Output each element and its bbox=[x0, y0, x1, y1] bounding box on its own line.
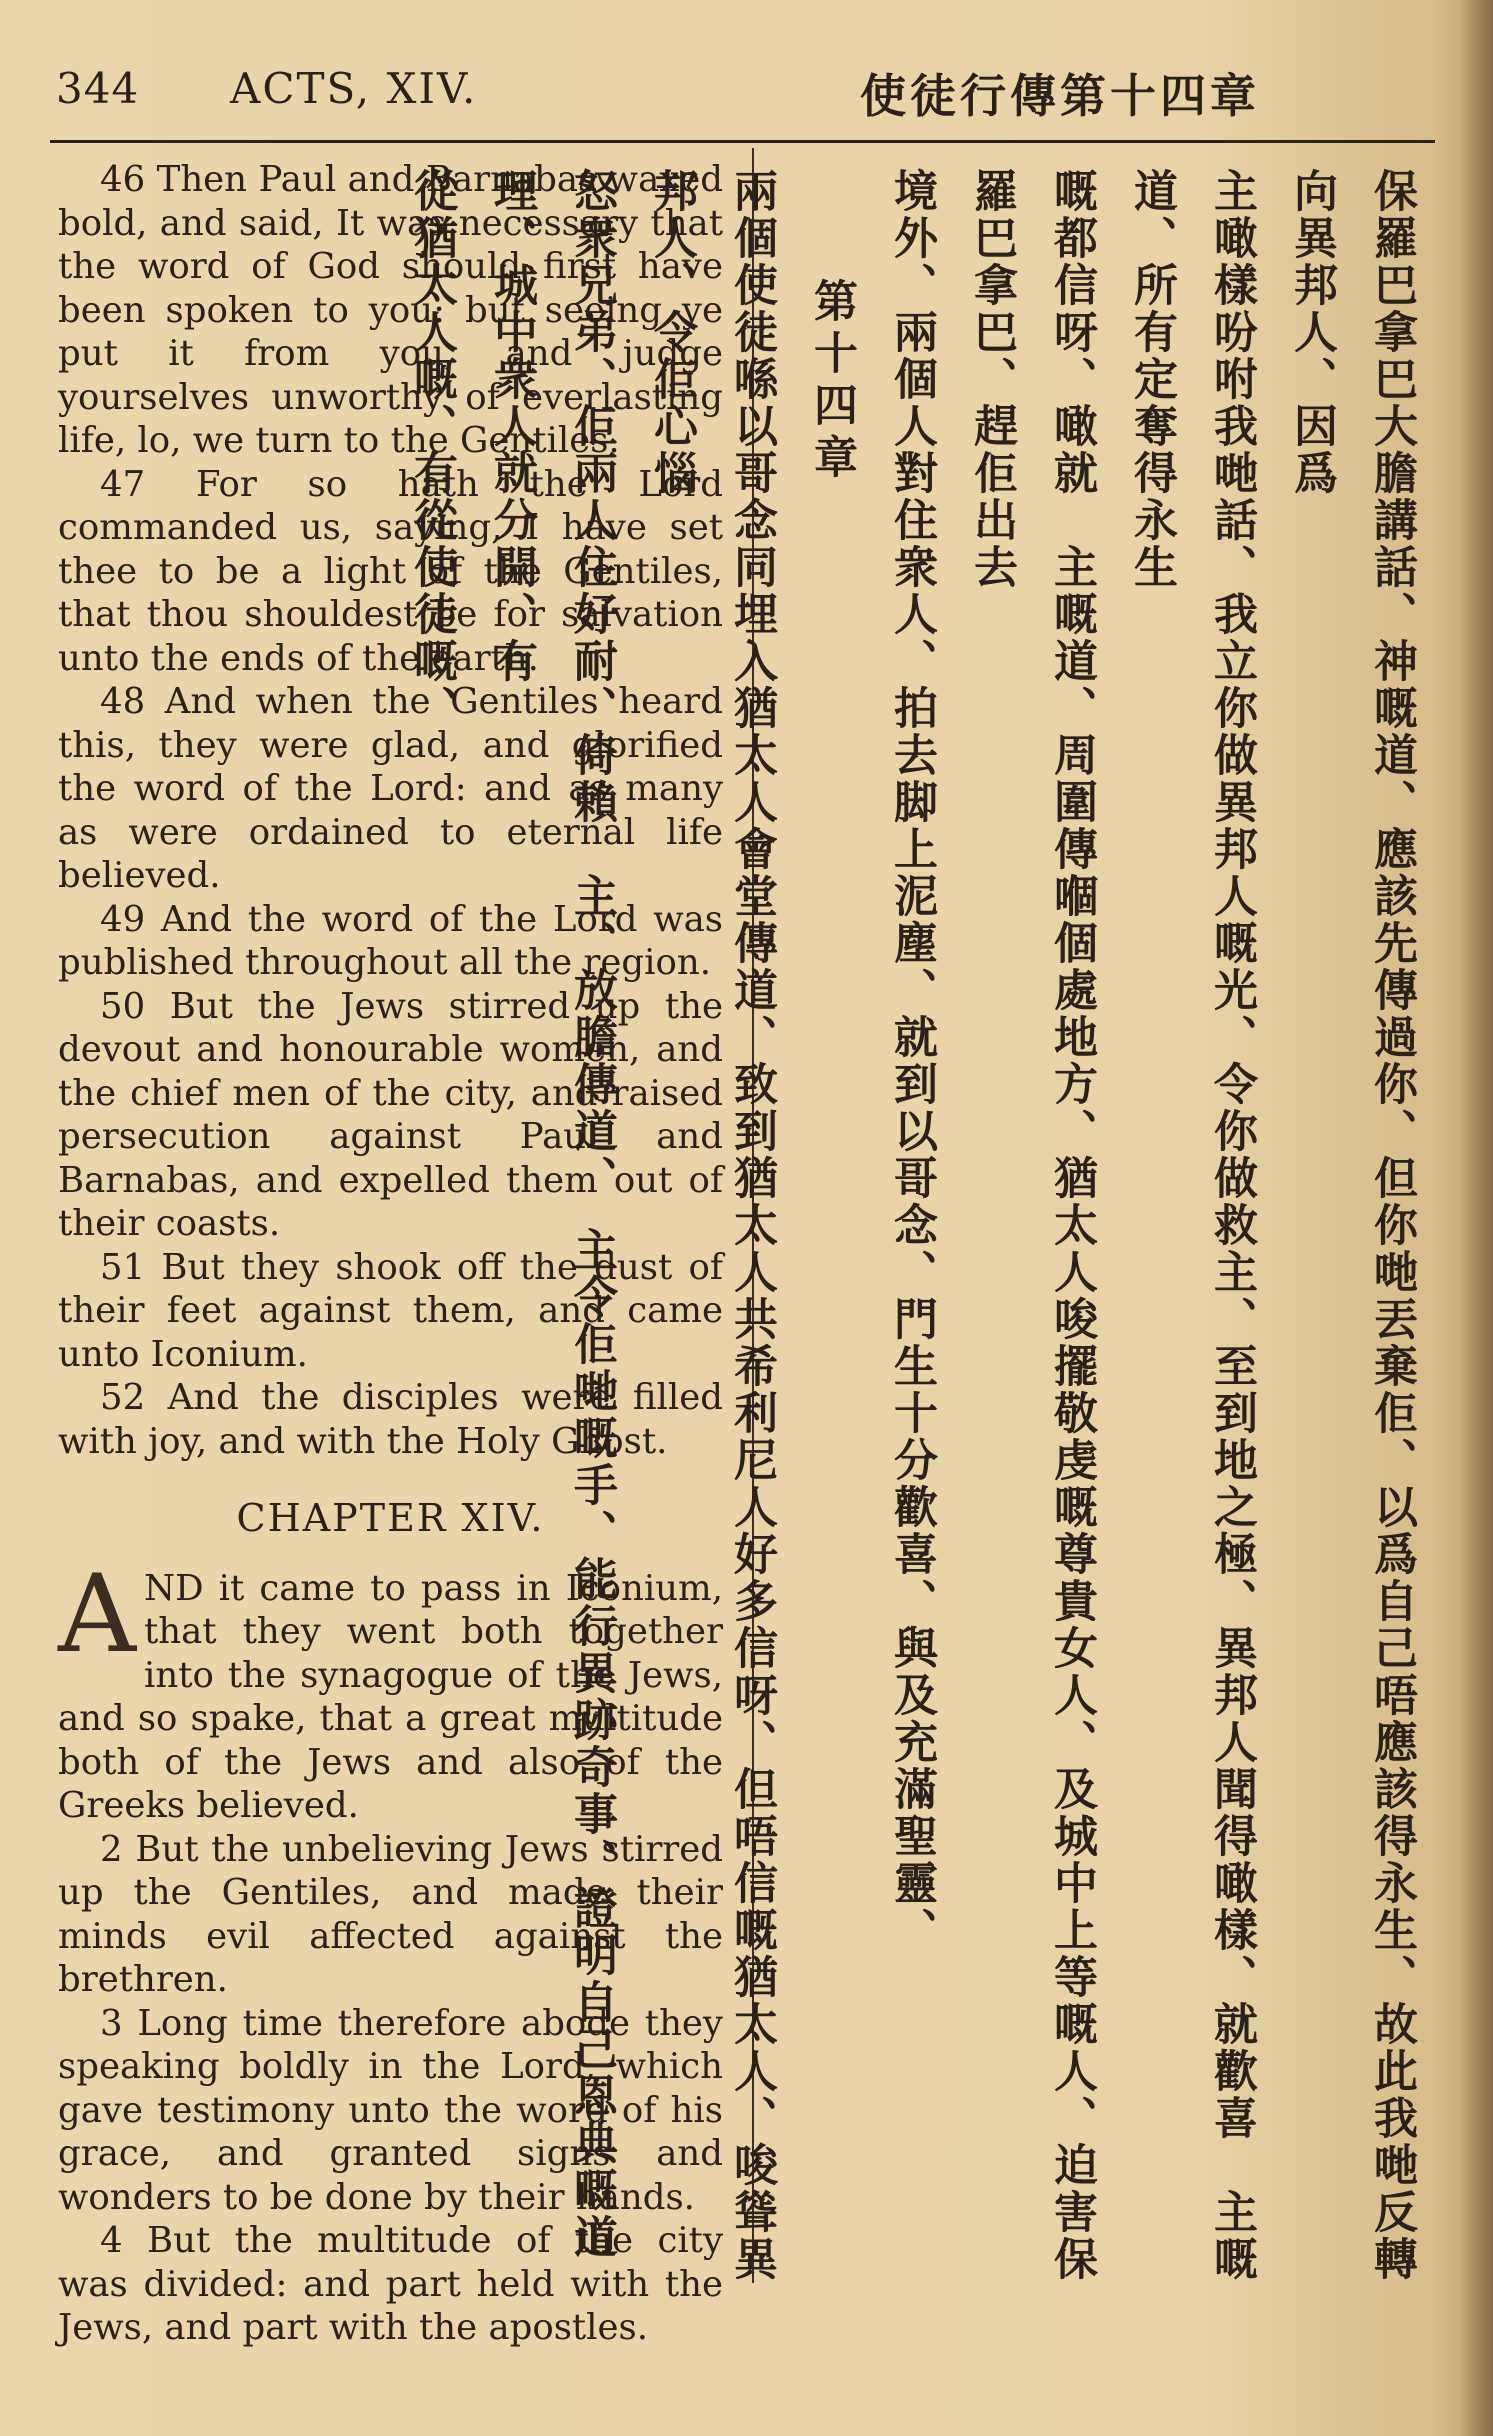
verse-47: 47 For so hath the Lord commanded us, saying, I have set thee to be a light of the Gentiles, that thou shouldest be for salvation unto the ends of the earth. bbox=[58, 463, 723, 679]
running-title: ACTS, XIV. bbox=[230, 64, 478, 113]
chinese-line-6: 怒衆兄弟、佢兩人住好耐、倚賴 主、放膽傳道、 主令佢哋嘅手、能行異跡奇事、證明自己恩典嘅道理、城中衆人就分開、有 bbox=[486, 168, 617, 2261]
chinese-line-4: 境外、兩個人對住衆人、拍去脚上泥塵、就到以哥念、門生十分歡喜、與及充滿聖靈、 bbox=[886, 168, 937, 1954]
page-number: 344 bbox=[56, 64, 140, 113]
chinese-line-2: 主噉樣吩咐我哋話、我立你做異邦人嘅光、令你做救主、至到地之極、異邦人聞得噉樣、就歡喜 主嘅道、所有定奪得永生 bbox=[1126, 168, 1257, 2283]
verse-48: 48 And when the Gentiles heard this, they were glad, and glorified the word of the Lord: and as many as were ordained to eternal life believed. bbox=[58, 681, 723, 896]
drop-cap: A bbox=[58, 1551, 136, 1677]
chinese-line-3: 嘅都信呀、噉就 主嘅道、周圍傳嗰個處地方、猶太人唆擺敬虔嘅尊貴女人、及城中上等嘅人、迫害保羅巴拿巴、趕佢出去 bbox=[966, 168, 1097, 2283]
chinese-line-5: 兩個使徒喺以哥念同埋入猶太人會堂傳道、致到猶太人共希利尼人好多信呀、但唔信嘅猶太人、唆聳異邦人、令佢心惱 bbox=[646, 168, 777, 2283]
verse-2: 2 But the unbelieving Jews stirred up the Gentiles, and made their minds evil affected against the brethren. bbox=[58, 1828, 723, 2000]
header-rule bbox=[50, 140, 1435, 143]
verse-52: 52 And the disciples were filled with joy, and with the Holy Ghost. bbox=[58, 1377, 723, 1462]
verse-49: 49 And the word of the Lord was published throughout all the region. bbox=[58, 898, 723, 983]
verse-3: 3 Long time therefore abode they speaking boldly in the Lord, which gave testimony unto the word of his grace, and granted signs and wonders to be done by their hands. bbox=[58, 2002, 723, 2218]
verse-51: 51 But they shook off the dust of their feet against them, and came unto Iconium. bbox=[58, 1246, 723, 1375]
chinese-line-7: 從猶太人嘅、有從使徒嘅、 bbox=[406, 168, 457, 732]
chinese-chapter-heading: 第十四章 bbox=[806, 278, 857, 486]
chapter-heading: CHAPTER XIV. bbox=[236, 1496, 545, 1540]
page-header bbox=[40, 60, 1440, 123]
verse-50: 50 But the Jews stirred up the devout and honourable women, and the chief men of the city, and raised persecution against Paul and Barnabas, and expelled them out of their coasts. bbox=[58, 985, 723, 1244]
page-edge-shadow bbox=[1459, 0, 1493, 2436]
verse-46: 46 Then Paul and Barnabas waxed bold, and said, It was necessary that the word of God should first have been spoken to you: but seeing ye put it from you, and judge yourselves unworthy of everlasting life, lo, we turn to the Gentiles. bbox=[58, 159, 723, 461]
verse-1-text: ND it came to pass in Iconium, that they went both together into the synagogue of the Jews, and so spake, that a great multitude both of the Jews and also of the Greeks believed. bbox=[58, 1567, 723, 1826]
chinese-column bbox=[406, 168, 1431, 2288]
chinese-running-title: 使徒行傳第十四章 bbox=[860, 69, 1260, 123]
chinese-line-1: 保羅巴拿巴大膽講話、神嘅道、應該先傳過你、但你哋丟棄佢、以爲自己唔應該得永生、故此我哋反轉向異邦人、因爲 bbox=[1286, 168, 1417, 2283]
verse-4: 4 But the multitude of the city was divided: and part held with the Jews, and part with the apostles. bbox=[58, 2220, 723, 2348]
